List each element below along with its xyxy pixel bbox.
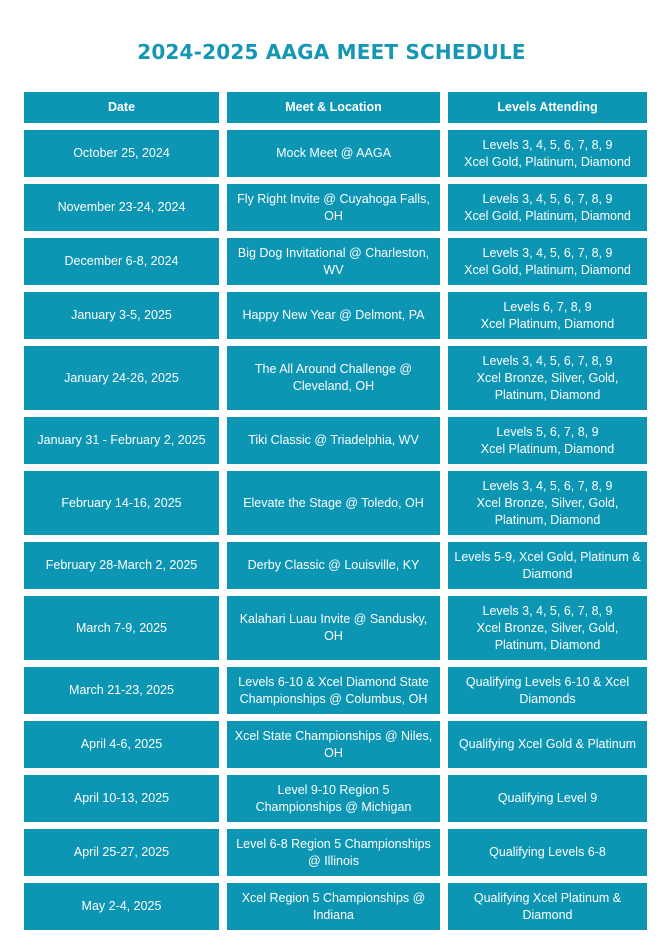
table-row [24,596,647,660]
levels-cell [448,292,647,339]
levels-cell [448,596,647,660]
levels-line: Qualifying Levels 6-10 & Xcel Diamonds [465,674,630,706]
levels-lines [454,603,641,654]
table-row [24,542,647,589]
table-body [24,130,647,930]
levels-line: Qualifying Level 9 [497,791,598,805]
table-row [24,346,647,410]
date-cell: March 21-23, 2025 [24,667,219,714]
meet-location-cell: Tiki Classic @ Triadelphia, WV [227,417,440,464]
meet-location-cell: Big Dog Invitational @ Charleston, WV [227,238,440,285]
levels-line: Xcel Gold, Platinum, Diamond [464,208,631,223]
meet-location-cell: Xcel State Championships @ Niles, OH [227,721,440,768]
date-cell: January 3-5, 2025 [24,292,219,339]
meet-location-cell: Fly Right Invite @ Cuyahoga Falls, OH [227,184,440,231]
levels-line: Xcel Gold, Platinum, Diamond [464,262,631,277]
levels-cell [448,184,647,231]
table-row [24,130,647,177]
levels-lines [498,790,597,807]
levels-lines [459,736,636,753]
page-title: 2024-2025 AAGA MEET SCHEDULE [137,40,526,64]
meet-location-cell: Elevate the Stage @ Toledo, OH [227,471,440,535]
meet-location-cell: Xcel Region 5 Championships @ Indiana [227,883,440,930]
table-header [24,92,647,123]
levels-line: Levels 3, 4, 5, 6, 7, 8, 9 [482,137,613,152]
date-cell: April 25-27, 2025 [24,829,219,876]
table-row [24,471,647,535]
date-cell: April 10-13, 2025 [24,775,219,822]
table-row [24,721,647,768]
table-row [24,417,647,464]
levels-lines [454,478,641,529]
levels-line: Levels 5, 6, 7, 8, 9 [496,424,599,439]
table-row [24,184,647,231]
levels-line: Qualifying Xcel Gold & Platinum [458,737,637,751]
date-cell: February 28-March 2, 2025 [24,542,219,589]
schedule-table [24,92,647,937]
levels-lines [454,549,641,583]
levels-line: Qualifying Levels 6-8 [489,845,606,859]
meet-location-cell: Mock Meet @ AAGA [227,130,440,177]
levels-line: Levels 3, 4, 5, 6, 7, 8, 9 [482,603,613,618]
meet-location-cell: Happy New Year @ Delmont, PA [227,292,440,339]
levels-cell [448,471,647,535]
levels-cell [448,775,647,822]
levels-lines [489,844,606,861]
date-cell: January 31 - February 2, 2025 [24,417,219,464]
levels-lines [481,299,614,333]
header-meet-location: Meet & Location [227,92,440,123]
levels-lines [481,424,614,458]
date-cell: December 6-8, 2024 [24,238,219,285]
levels-lines [454,674,641,708]
levels-line: Levels 3, 4, 5, 6, 7, 8, 9 [482,191,613,206]
levels-line: Levels 3, 4, 5, 6, 7, 8, 9 [482,478,613,493]
levels-line: Levels 3, 4, 5, 6, 7, 8, 9 [482,353,613,368]
levels-line: Qualifying Xcel Platinum & Diamond [473,890,622,922]
levels-cell [448,829,647,876]
levels-line: Xcel Platinum, Diamond [480,441,615,456]
levels-cell [448,667,647,714]
levels-line: Levels 3, 4, 5, 6, 7, 8, 9 [482,245,613,260]
meet-location-cell: Level 9-10 Region 5 Championships @ Michigan [227,775,440,822]
levels-line: Xcel Bronze, Silver, Gold, Platinum, Diamond [476,370,619,402]
date-cell: November 23-24, 2024 [24,184,219,231]
levels-line: Xcel Bronze, Silver, Gold, Platinum, Diamond [476,495,619,527]
levels-line: Xcel Gold, Platinum, Diamond [464,154,631,169]
date-cell: October 25, 2024 [24,130,219,177]
levels-line: Xcel Platinum, Diamond [480,316,615,331]
levels-lines [464,137,631,171]
date-cell: May 2-4, 2025 [24,883,219,930]
table-row [24,883,647,930]
levels-cell [448,417,647,464]
levels-lines [454,353,641,404]
meet-location-cell: Derby Classic @ Louisville, KY [227,542,440,589]
levels-line: Levels 5-9, Xcel Gold, Platinum & Diamond [454,549,641,581]
levels-line: Xcel Bronze, Silver, Gold, Platinum, Diamond [476,620,619,652]
levels-lines [464,245,631,279]
meet-location-cell: Kalahari Luau Invite @ Sandusky, OH [227,596,440,660]
table-row [24,775,647,822]
meet-location-cell: The All Around Challenge @ Cleveland, OH [227,346,440,410]
meet-location-cell: Levels 6-10 & Xcel Diamond State Championships @ Columbus, OH [227,667,440,714]
levels-cell [448,238,647,285]
table-row [24,238,647,285]
date-cell: March 7-9, 2025 [24,596,219,660]
meet-location-cell: Level 6-8 Region 5 Championships @ Illinois [227,829,440,876]
table-row [24,292,647,339]
date-cell: February 14-16, 2025 [24,471,219,535]
date-cell: April 4-6, 2025 [24,721,219,768]
table-row [24,667,647,714]
header-levels-attending: Levels Attending [448,92,647,123]
levels-lines [464,191,631,225]
levels-cell [448,130,647,177]
levels-cell [448,883,647,930]
levels-cell [448,721,647,768]
table-row [24,829,647,876]
levels-lines [454,890,641,924]
levels-line: Levels 6, 7, 8, 9 [503,299,592,314]
header-date: Date [24,92,219,123]
levels-cell [448,346,647,410]
levels-cell [448,542,647,589]
date-cell: January 24-26, 2025 [24,346,219,410]
